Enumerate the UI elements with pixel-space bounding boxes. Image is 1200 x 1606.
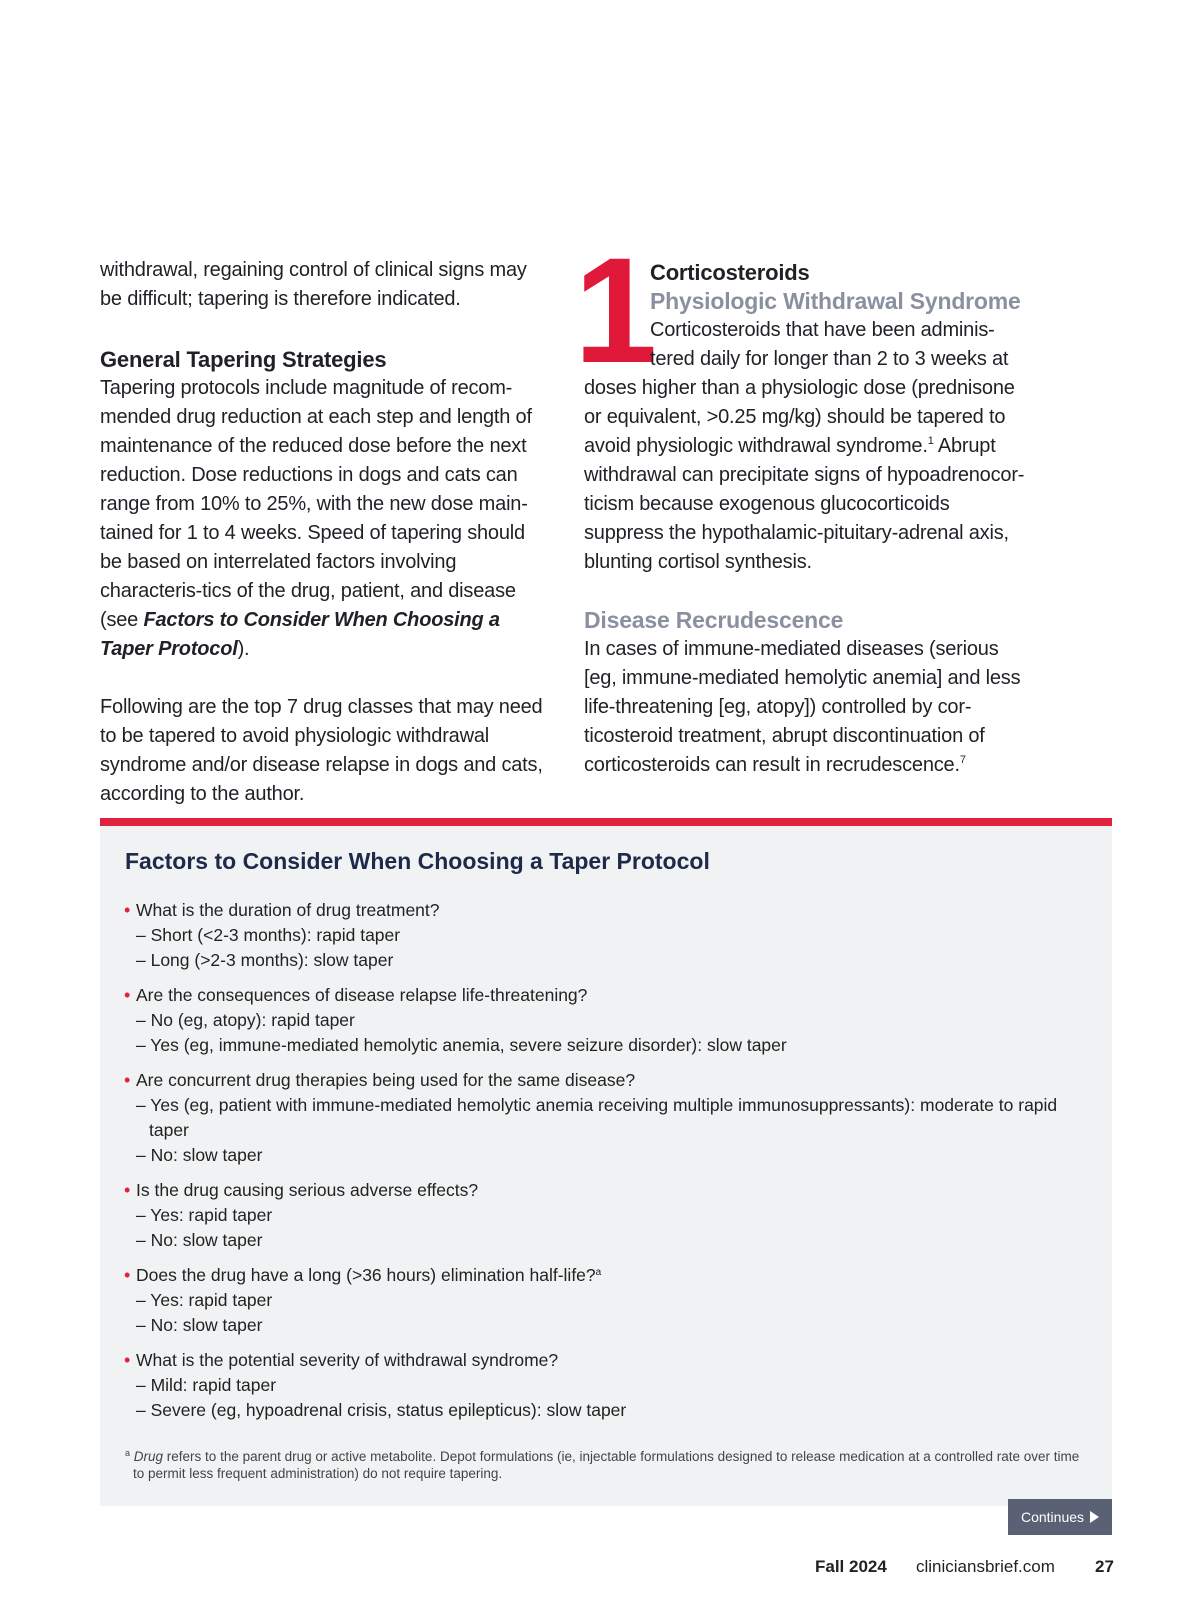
factor-answer: – No: slow taper [136, 1145, 263, 1165]
continues-label: Continues [1020, 1509, 1085, 1525]
question-label: Are concurrent drug therapies being used for the same disease? [136, 1070, 636, 1090]
factor-answer: – No (eg, atopy): rapid taper [136, 1010, 355, 1030]
bullet-icon: • [124, 985, 131, 1005]
footnote-mark: a [125, 1448, 131, 1458]
section-number-dropcap: 1 [574, 226, 658, 394]
right-column [574, 226, 1034, 780]
factor-answer: – Long (>2-3 months): slow taper [136, 950, 394, 970]
play-arrow-icon [1090, 1511, 1099, 1523]
tapering-paragraph [100, 374, 545, 664]
bullet-icon: • [124, 1180, 131, 1200]
withdrawal-subheading: Physiologic Withdrawal Syndrome [650, 288, 1021, 314]
box-footnote [125, 1448, 1093, 1482]
recrudescence-paragraph [584, 635, 1034, 780]
footnote-ref: a [595, 1267, 602, 1278]
tapering-text: Tapering protocols include magnitude of recom-mended drug reduction at each step and length of maintenance of the reduced dose before the next reduction. Dose reductions in dogs and cats can range from 10% to 25%, with the new dose main-tained for 1 to 4 weeks. Speed of tapering should be based on interrelated factors involving characteris-tics of the drug, patient, and disease (see [100, 377, 532, 631]
factor-answer: – No: slow taper [136, 1230, 263, 1250]
question-label: Does the drug have a long (>36 hours) elimination half-life? [136, 1265, 596, 1285]
factor-question-text [136, 1348, 1084, 1373]
factor-answer: – Yes: rapid taper [136, 1290, 273, 1310]
bullet-icon: • [124, 900, 131, 920]
citation-1: 1 [927, 435, 934, 447]
question-label: Is the drug causing serious adverse effects? [136, 1180, 479, 1200]
factor-question [124, 1068, 1084, 1168]
recrudescence-subheading: Disease Recrudescence [584, 607, 844, 633]
factor-answer: – No: slow taper [136, 1315, 263, 1335]
factors-box-title: Factors to Consider When Choosing a Taper Protocol [125, 848, 710, 874]
factors-list [124, 898, 1084, 1433]
page-number: 27 [1095, 1557, 1114, 1576]
corticosteroids-text-end: Abrupt withdrawal can precipitate signs of hypoadrenocor-ticism because exogenous glucocorticoids suppress the hypothalamic-pituitary-adrenal axis, blunting cortisol synthesis. [584, 435, 1025, 573]
continues-button[interactable] [1008, 1499, 1112, 1535]
footnote-term: Drug [133, 1449, 164, 1464]
factor-question [124, 1178, 1084, 1253]
corticosteroids-heading: Corticosteroids [650, 260, 810, 285]
intro-paragraph: withdrawal, regaining control of clinical signs may be difficult; tapering is therefore indicated. [100, 259, 527, 310]
question-label: Are the consequences of disease relapse life-threatening? [136, 985, 588, 1005]
drug-classes-paragraph: Following are the top 7 drug classes that may need to be tapered to avoid physiologic withdrawal syndrome and/or disease relapse in dogs and cats, according to the author. [100, 696, 543, 805]
factor-question [124, 898, 1084, 973]
factor-answer: – Short (<2-3 months): rapid taper [136, 925, 401, 945]
footer-site-link[interactable]: cliniciansbrief.com [916, 1557, 1055, 1576]
factor-question [124, 1263, 1084, 1338]
factors-sidebar-box [100, 818, 1112, 1506]
factor-question-text [136, 1263, 1084, 1288]
factor-answer: – Mild: rapid taper [136, 1375, 277, 1395]
citation-7: 7 [959, 754, 966, 766]
factor-answer: – Yes (eg, patient with immune-mediated hemolytic anemia receiving multiple immunosuppressants): moderate to rapid taper [136, 1095, 1058, 1140]
question-label: What is the duration of drug treatment? [136, 900, 440, 920]
bullet-icon: • [124, 1350, 131, 1370]
factor-answer: – Yes (eg, immune-mediated hemolytic anemia, severe seizure disorder): slow taper [136, 1035, 787, 1055]
section-heading-tapering: General Tapering Strategies [100, 347, 387, 372]
recrudescence-text: In cases of immune-mediated diseases (serious [eg, immune-mediated hemolytic anemia] and less life-threatening [eg, atopy]) controlled by cor-ticosteroid treatment, abrupt discontinuation of corticosteroids can result in recrudescence. [584, 638, 1021, 776]
factor-answer: – Severe (eg, hypoadrenal crisis, status epilepticus): slow taper [136, 1400, 627, 1420]
left-column [100, 256, 545, 809]
bullet-icon: • [124, 1265, 131, 1285]
factor-question [124, 1348, 1084, 1423]
corticosteroids-paragraph [584, 316, 1034, 577]
factor-question-text [136, 898, 1084, 923]
factor-question-text [136, 983, 1084, 1008]
factor-answer: – Yes: rapid taper [136, 1205, 273, 1225]
question-label: What is the potential severity of withdrawal syndrome? [136, 1350, 559, 1370]
factor-question [124, 983, 1084, 1058]
footnote-text: refers to the parent drug or active metabolite. Depot formulations (ie, injectable formulations designed to release medication at a controlled rate over time to permit less frequent administration) do not require tapering. [133, 1449, 1080, 1481]
footer-issue: Fall 2024 [815, 1557, 887, 1576]
tapering-text-end: ). [237, 638, 250, 660]
bullet-icon: • [124, 1070, 131, 1090]
factor-question-text [136, 1178, 1084, 1203]
factors-box-reference-link[interactable]: Factors to Consider When Choosing a Taper Protocol [100, 609, 500, 660]
corticosteroids-text: Corticosteroids that have been adminis-tered daily for longer than 2 to 3 weeks at doses higher than a physiologic dose (prednisone or equivalent, >0.25 mg/kg) should be tapered to avoid physiologic withdrawal syndrome. [584, 319, 1015, 457]
factor-question-text [136, 1068, 1084, 1093]
